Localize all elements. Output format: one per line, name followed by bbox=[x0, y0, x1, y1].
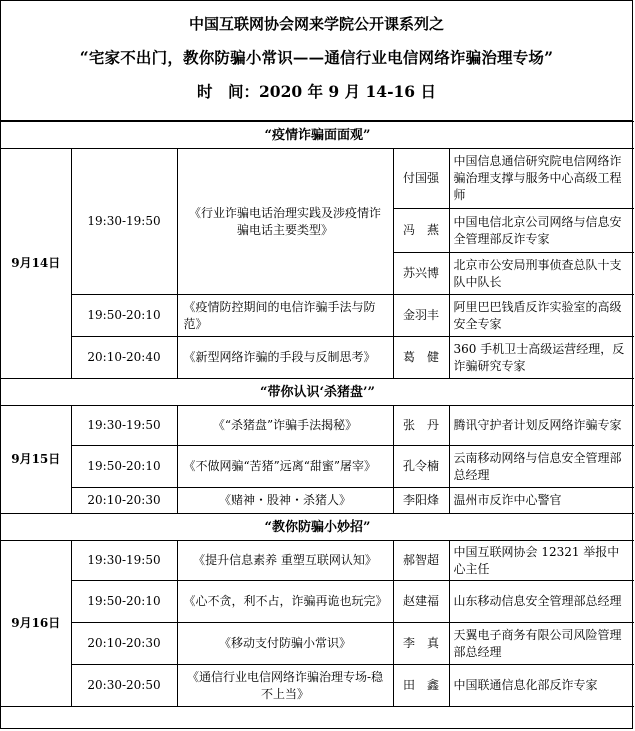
speaker-org: 腾讯守护者计划反网络诈骗专家 bbox=[449, 406, 634, 446]
talk-topic: 《赌神・股神・杀猪人》 bbox=[177, 488, 393, 514]
time-slot: 19:50-20:10 bbox=[71, 446, 177, 488]
table-row bbox=[1, 488, 634, 514]
speaker-name: 李阳烽 bbox=[393, 488, 449, 514]
time-slot: 19:30-19:50 bbox=[71, 406, 177, 446]
speaker-name: 孔令楠 bbox=[393, 446, 449, 488]
speaker-org: 山东移动信息安全管理部总经理 bbox=[449, 581, 634, 623]
speaker-name: 田 鑫 bbox=[393, 665, 449, 707]
table-row bbox=[1, 581, 634, 623]
time-slot: 19:30-19:50 bbox=[71, 541, 177, 581]
speaker-org: 阿里巴巴钱盾反诈实验室的高级安全专家 bbox=[449, 295, 634, 337]
schedule-table bbox=[1, 121, 634, 707]
speaker-name: 葛 健 bbox=[393, 337, 449, 379]
session-date: 9月16日 bbox=[1, 541, 71, 707]
speaker-name: 苏兴博 bbox=[393, 253, 449, 295]
speaker-name: 赵建福 bbox=[393, 581, 449, 623]
time-slot: 19:50-20:10 bbox=[71, 581, 177, 623]
speaker-name: 付国强 bbox=[393, 149, 449, 209]
session-title: “宅家不出门，教你防骗小常识——通信行业电信网络诈骗治理专场” bbox=[79, 48, 554, 67]
section-title: “疫情诈骗面面观” bbox=[1, 122, 634, 149]
talk-topic: 《提升信息素养 重塑互联网认知》 bbox=[177, 541, 393, 581]
session-date: 9月14日 bbox=[1, 149, 71, 379]
speaker-org: 中国信息通信研究院电信网络诈骗治理支撑与服务中心高级工程师 bbox=[449, 149, 634, 209]
time-slot: 19:30-19:50 bbox=[71, 149, 177, 295]
speaker-name: 郝智超 bbox=[393, 541, 449, 581]
speaker-org: 北京市公安局刑事侦查总队十支队中队长 bbox=[449, 253, 634, 295]
series-title: 中国互联网协会网来学院公开课系列之 bbox=[188, 15, 444, 33]
speaker-name: 冯 燕 bbox=[393, 209, 449, 253]
talk-topic: 《“杀猪盘”诈骗手法揭秘》 bbox=[177, 406, 393, 446]
talk-topic: 《通信行业电信网络诈骗治理专场-稳不上当》 bbox=[177, 665, 393, 707]
document-header bbox=[1, 1, 632, 121]
speaker-org: 天翼电子商务有限公司风险管理部总经理 bbox=[449, 623, 634, 665]
section-title: “带你认识‘杀猪盘’” bbox=[1, 379, 634, 406]
talk-topic: 《不做网骗“苦猪”远离“甜蜜”屠宰》 bbox=[177, 446, 393, 488]
table-row bbox=[1, 446, 634, 488]
session-date: 9月15日 bbox=[1, 406, 71, 514]
speaker-org: 中国联通信息化部反诈专家 bbox=[449, 665, 634, 707]
table-row bbox=[1, 541, 634, 581]
talk-topic: 《行业诈骗电话治理实践及涉疫情诈骗电话主要类型》 bbox=[177, 149, 393, 295]
table-row bbox=[1, 406, 634, 446]
section-header-row bbox=[1, 514, 634, 541]
talk-topic: 《新型网络诈骗的手段与反制思考》 bbox=[177, 337, 393, 379]
talk-topic: 《疫情防控期间的电信诈骗手法与防范》 bbox=[177, 295, 393, 337]
speaker-org: 温州市反诈中心警官 bbox=[449, 488, 634, 514]
speaker-name: 张 丹 bbox=[393, 406, 449, 446]
table-row bbox=[1, 665, 634, 707]
speaker-org: 360 手机卫士高级运营经理，反诈骗研究专家 bbox=[449, 337, 634, 379]
event-date: 时 间：2020 年 9 月 14-16 日 bbox=[197, 82, 436, 101]
table-row bbox=[1, 149, 634, 209]
section-title: “教你防骗小妙招” bbox=[1, 514, 634, 541]
speaker-org: 中国电信北京公司网络与信息安全管理部反诈专家 bbox=[449, 209, 634, 253]
table-row bbox=[1, 337, 634, 379]
time-slot: 20:10-20:30 bbox=[71, 623, 177, 665]
time-slot: 20:10-20:40 bbox=[71, 337, 177, 379]
talk-topic: 《移动支付防骗小常识》 bbox=[177, 623, 393, 665]
speaker-org: 云南移动网络与信息安全管理部总经理 bbox=[449, 446, 634, 488]
speaker-name: 金羽丰 bbox=[393, 295, 449, 337]
time-slot: 19:50-20:10 bbox=[71, 295, 177, 337]
section-header-row bbox=[1, 379, 634, 406]
speaker-org: 中国互联网协会 12321 举报中心主任 bbox=[449, 541, 634, 581]
table-row bbox=[1, 295, 634, 337]
time-slot: 20:30-20:50 bbox=[71, 665, 177, 707]
speaker-name: 李 真 bbox=[393, 623, 449, 665]
table-row bbox=[1, 623, 634, 665]
section-header-row bbox=[1, 122, 634, 149]
time-slot: 20:10-20:30 bbox=[71, 488, 177, 514]
talk-topic: 《心不贪，利不占，诈骗再诡也玩完》 bbox=[177, 581, 393, 623]
